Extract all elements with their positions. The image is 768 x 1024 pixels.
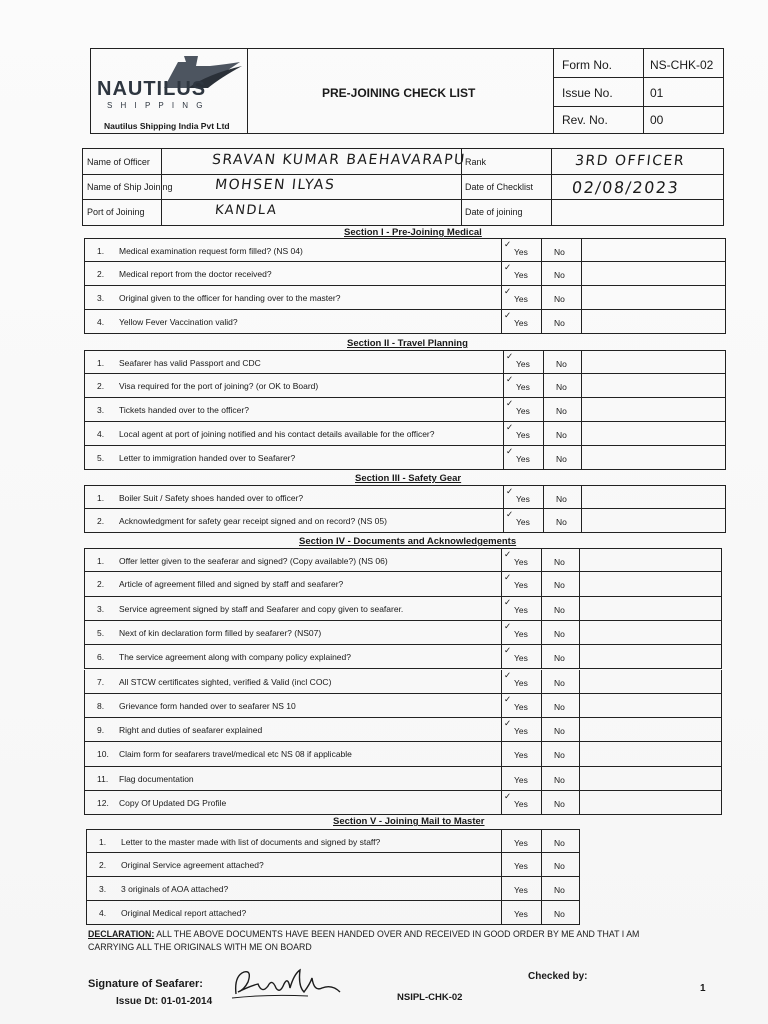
checklist-row [84,548,722,572]
no-label: No [556,359,567,369]
item-question: The service agreement along with company policy explained? [119,652,351,663]
header-right-divider [553,48,554,134]
remarks-cell[interactable] [579,742,723,765]
item-number: 1. [97,246,105,256]
remarks-cell[interactable] [579,694,723,717]
no-cell[interactable] [543,509,583,532]
yes-cell[interactable] [501,262,541,285]
yes-cell[interactable] [501,791,541,814]
check-mark-icon: ✓ [506,447,514,457]
no-label: No [556,406,567,416]
header-logo-divider [247,48,248,134]
no-cell[interactable] [541,572,581,595]
yes-label: Yes [514,861,528,871]
checklist-row [84,446,726,470]
item-number: 2. [97,269,105,279]
remarks-cell[interactable] [581,509,727,532]
yes-label: Yes [516,430,530,440]
remarks-cell[interactable] [579,670,723,693]
checklist-row [84,310,726,334]
check-mark-icon: ✓ [506,510,514,520]
check-mark-icon: ✓ [506,487,514,497]
date-checklist-label: Date of Checklist [465,182,534,192]
issue-no-label: Issue No. [562,86,613,100]
checklist-row [84,350,726,374]
item-number: 1. [97,358,105,368]
remarks-cell[interactable] [579,597,723,620]
checked-by-label: Checked by: [528,971,588,982]
no-cell[interactable] [541,670,581,693]
yes-cell[interactable] [501,286,541,309]
no-label: No [554,885,565,895]
checklist-row [84,286,726,310]
rank-value: 3RD OFFICER [574,153,686,169]
page-number: 1 [700,983,706,994]
checklist-row [84,374,726,398]
yes-label: Yes [514,628,528,639]
check-mark-icon: ✓ [504,240,512,250]
no-label: No [554,604,565,615]
item-question: Local agent at port of joining notified and his contact details available for the officer? [119,429,435,439]
form-no-label: Form No. [562,58,613,72]
item-question: Visa required for the port of joining? (or OK to Board) [119,381,319,391]
remarks-cell[interactable] [581,446,727,469]
header-hline-2 [553,106,724,107]
company-full-name: Nautilus Shipping India Pvt Ltd [104,121,230,131]
item-number: 6. [97,652,105,663]
check-mark-icon: ✓ [504,719,512,730]
no-label: No [554,726,565,737]
yes-cell[interactable] [503,486,543,508]
checklist-row [84,485,726,509]
no-cell[interactable] [541,645,581,668]
checklist-row [84,262,726,286]
yes-cell[interactable] [501,645,541,668]
yes-cell[interactable] [501,830,541,852]
item-question: Original Medical report attached? [121,908,247,918]
check-mark-icon: ✓ [504,670,512,681]
yes-cell[interactable] [503,509,543,532]
item-number: 2. [97,516,105,526]
ship-name-value: MOHSEN ILYAS [214,177,337,193]
yes-label: Yes [514,885,528,895]
item-number: 4. [97,429,105,439]
check-mark-icon: ✓ [504,550,512,560]
remarks-cell[interactable] [579,621,723,644]
yes-cell[interactable] [503,351,543,373]
yes-cell[interactable] [503,398,543,421]
declaration-label: DECLARATION: [88,929,155,939]
remarks-cell[interactable] [579,572,723,595]
yes-label: Yes [514,580,528,591]
yes-cell[interactable] [501,597,541,620]
yes-cell[interactable] [503,446,543,469]
no-label: No [554,653,565,664]
remarks-cell[interactable] [579,791,723,814]
no-cell[interactable] [543,422,583,445]
no-cell[interactable] [541,742,581,765]
yes-cell[interactable] [501,621,541,644]
yes-label: Yes [514,247,528,257]
signature-label: Signature of Seafarer: [88,978,203,990]
no-cell[interactable] [543,486,583,508]
checklist-row [84,422,726,446]
no-cell[interactable] [541,621,581,644]
item-number: 12. [97,798,109,808]
item-question: Medical report from the doctor received? [119,269,272,279]
remarks-cell[interactable] [581,351,727,373]
yes-label: Yes [516,406,530,416]
item-number: 2. [97,579,105,590]
yes-label: Yes [514,270,528,280]
name-of-officer-label: Name of Officer [87,157,150,167]
no-label: No [554,799,565,809]
remarks-cell[interactable] [579,549,723,571]
no-label: No [554,270,565,280]
check-mark-icon: ✓ [504,621,512,632]
yes-label: Yes [514,909,528,919]
checklist-row [84,742,722,766]
check-mark-icon: ✓ [506,423,514,433]
rev-no-label: Rev. No. [562,113,608,127]
item-question: Original given to the officer for handing over to the master? [119,293,341,303]
no-cell[interactable] [541,901,581,924]
item-number: 9. [97,725,105,736]
issue-date: Issue Dt: 01-01-2014 [116,996,213,1007]
yes-label: Yes [514,799,528,809]
no-label: No [554,750,565,761]
no-cell[interactable] [541,877,581,900]
remarks-cell[interactable] [581,422,727,445]
no-label: No [556,494,567,504]
item-question: Acknowledgment for safety gear receipt signed and on record? (NS 05) [119,516,387,526]
check-mark-icon: ✓ [504,646,512,657]
item-number: 8. [97,700,105,711]
item-number: 1. [97,556,105,566]
no-cell[interactable] [541,853,581,876]
checklist-row [84,597,722,621]
no-label: No [554,318,565,328]
remarks-cell[interactable] [581,286,727,309]
no-label: No [554,701,565,712]
checklist-row [84,767,722,791]
no-label: No [554,557,565,567]
rank-label: Rank [465,157,487,167]
yes-label: Yes [514,557,528,567]
date-checklist-value: 02/08/2023 [571,178,681,197]
rev-no-value: 00 [650,113,664,127]
item-question: Yellow Fever Vaccination valid? [119,317,238,327]
check-mark-icon: ✓ [504,263,512,273]
checklist-row [84,791,722,815]
no-cell[interactable] [541,791,581,814]
checklist-row [86,853,580,877]
yes-label: Yes [516,359,530,369]
page-title: PRE-JOINING CHECK LIST [322,86,476,100]
no-label: No [556,430,567,440]
ship-joining-label: Name of Ship Joining [87,182,173,192]
yes-cell[interactable] [501,239,541,261]
no-label: No [556,454,567,464]
remarks-cell[interactable] [579,645,723,668]
yes-cell[interactable] [501,572,541,595]
handwritten-signature [228,964,343,1004]
yes-label: Yes [514,604,528,615]
item-question: Copy Of Updated DG Profile [119,798,227,808]
item-question: All STCW certificates sighted, verified & Valid (incl COC) [119,676,332,687]
item-number: 4. [97,317,105,327]
no-cell[interactable] [541,310,581,333]
port-joining-label: Port of Joining [87,207,145,217]
no-cell[interactable] [543,398,583,421]
checklist-row [84,238,726,262]
section-title: Section V - Joining Mail to Master [333,816,485,827]
checklist-row [86,877,580,901]
remarks-cell[interactable] [581,262,727,285]
item-question: Offer letter given to the seaferar and signed? (Copy available?) (NS 06) [119,556,388,566]
item-number: 3. [97,405,105,415]
item-question: Tickets handed over to the officer? [119,405,249,415]
remarks-cell[interactable] [581,374,727,397]
port-value: KANDLA [214,203,279,218]
date-joining-label: Date of joining [465,207,523,217]
no-label: No [554,677,565,688]
yes-label: Yes [514,774,528,785]
no-cell[interactable] [541,830,581,852]
checklist-row [84,572,722,596]
officer-name-value: SRAVAN KUMAR BAEHAVARAPU [211,152,467,168]
yes-cell[interactable] [501,767,541,790]
yes-label: Yes [514,750,528,761]
checklist-row [84,694,722,718]
yes-cell[interactable] [501,549,541,571]
header-hline-1 [553,77,724,78]
declaration-text: ALL THE ABOVE DOCUMENTS HAVE BEEN HANDED OVER AND RECEIVED IN GOOD ORDER BY ME AND THAT I AM [156,929,640,939]
item-number: 2. [99,860,107,870]
remarks-cell[interactable] [581,310,727,333]
check-mark-icon: ✓ [504,573,512,584]
no-cell[interactable] [543,446,583,469]
section-title: Section IV - Documents and Acknowledgements [299,536,517,547]
checklist-row [84,621,722,645]
item-number: 5. [97,627,105,638]
yes-label: Yes [514,318,528,328]
yes-label: Yes [516,382,530,392]
remarks-cell[interactable] [581,486,727,508]
no-cell[interactable] [541,694,581,717]
yes-cell[interactable] [501,877,541,900]
item-question: Next of kin declaration form filled by seafarer? (NS07) [119,627,322,638]
item-question: Letter to immigration handed over to Seafarer? [119,453,296,463]
checklist-row [84,398,726,422]
no-cell[interactable] [541,597,581,620]
item-question: Boiler Suit / Safety shoes handed over to officer? [119,493,304,503]
item-number: 3. [99,884,107,894]
item-number: 3. [97,603,105,614]
remarks-cell[interactable] [579,718,723,741]
item-question: Article of agreement filled and signed by staff and seafarer? [119,579,344,590]
no-label: No [556,517,567,527]
no-label: No [554,247,565,257]
item-number: 4. [99,908,107,918]
yes-label: Yes [514,677,528,688]
no-label: No [554,628,565,639]
no-cell[interactable] [543,351,583,373]
check-mark-icon: ✓ [504,792,512,802]
item-question: Grievance form handed over to seafarer NS 10 [119,700,296,711]
yes-cell[interactable] [501,901,541,924]
yes-label: Yes [514,701,528,712]
item-question: Claim form for seafarers travel/medical etc NS 08 if applicable [119,749,352,760]
section-title: Section II - Travel Planning [347,338,468,349]
yes-cell[interactable] [501,718,541,741]
no-label: No [554,580,565,591]
yes-label: Yes [514,838,528,848]
yes-cell[interactable] [501,853,541,876]
item-number: 1. [99,837,107,847]
check-mark-icon: ✓ [506,352,514,362]
issue-no-value: 01 [650,86,664,100]
check-mark-icon: ✓ [504,597,512,608]
yes-cell[interactable] [503,422,543,445]
no-cell[interactable] [541,718,581,741]
checklist-row [86,829,580,853]
check-mark-icon: ✓ [506,399,514,409]
no-label: No [554,838,565,848]
checklist-row [84,670,722,694]
item-number: 1. [97,493,105,503]
item-question: Medical examination request form filled? (NS 04) [119,246,303,256]
no-cell[interactable] [541,239,581,261]
check-mark-icon: ✓ [504,694,512,705]
no-label: No [556,382,567,392]
declaration-text-2: CARRYING ALL THE ORIGINALS WITH ME ON BOARD [88,942,312,952]
no-label: No [554,294,565,304]
yes-cell[interactable] [501,694,541,717]
item-question: 3 originals of AOA attached? [121,884,229,894]
checklist-row [84,718,722,742]
no-label: No [554,774,565,785]
item-question: Seafarer has valid Passport and CDC [119,358,261,368]
declaration [88,928,728,954]
yes-cell[interactable] [501,742,541,765]
yes-label: Yes [514,726,528,737]
yes-label: Yes [516,454,530,464]
footer-form-code: NSIPL-CHK-02 [397,992,463,1003]
yes-label: Yes [514,294,528,304]
item-question: Letter to the master made with list of documents and signed by staff? [121,837,381,847]
item-number: 10. [97,749,109,760]
remarks-cell[interactable] [581,239,727,261]
item-question: Original Service agreement attached? [121,860,264,870]
no-cell[interactable] [541,262,581,285]
item-number: 2. [97,381,105,391]
item-number: 3. [97,293,105,303]
checklist-row [84,509,726,533]
item-question: Right and duties of seafarer explained [119,725,263,736]
checklist-row [86,901,580,925]
check-mark-icon: ✓ [506,375,514,385]
check-mark-icon: ✓ [504,287,512,297]
yes-label: Yes [514,653,528,664]
check-mark-icon: ✓ [504,311,512,321]
yes-label: Yes [516,517,530,527]
no-label: No [554,909,565,919]
yes-cell[interactable] [501,310,541,333]
item-number: 5. [97,453,105,463]
header-right-divider-2 [643,48,644,134]
no-cell[interactable] [543,374,583,397]
yes-cell[interactable] [503,374,543,397]
form-no-value: NS-CHK-02 [650,58,714,72]
no-cell[interactable] [541,767,581,790]
no-cell[interactable] [541,286,581,309]
remarks-cell[interactable] [579,767,723,790]
item-question: Flag documentation [119,773,194,784]
section-title: Section III - Safety Gear [355,473,462,484]
item-number: 7. [97,676,105,687]
company-name: NAUTILUS [97,78,207,100]
company-sub: S H I P P I N G [107,101,206,110]
item-question: Service agreement signed by staff and Seafarer and copy given to seafarer. [119,603,404,614]
remarks-cell[interactable] [581,398,727,421]
checklist-row [84,645,722,669]
item-number: 11. [97,773,109,784]
no-label: No [554,861,565,871]
section-title: Section I - Pre-Joining Medical [344,227,482,238]
yes-label: Yes [516,494,530,504]
yes-cell[interactable] [501,670,541,693]
no-cell[interactable] [541,549,581,571]
